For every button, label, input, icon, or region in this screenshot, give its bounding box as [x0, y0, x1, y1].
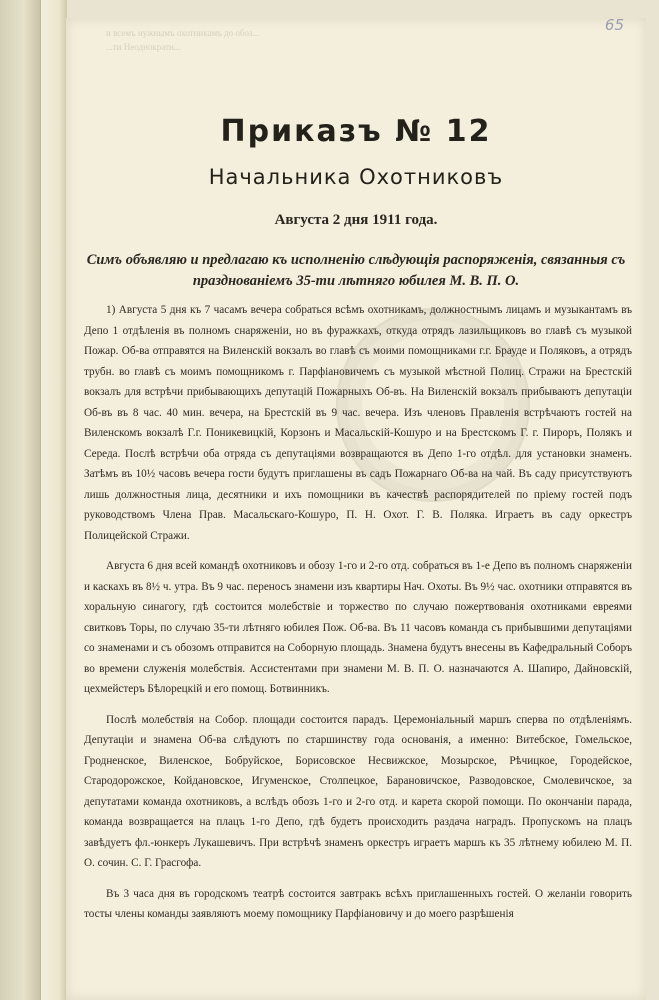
bleed-through-text [106, 26, 626, 54]
order-preamble: Симъ объявляю и предлагаю къ исполненію слѣдующія распоряженія, связанныя съ празднованіемъ 35-ти лѣтняго юбилея М. В. П. О. [86, 252, 626, 289]
binding-strip [0, 0, 40, 1000]
bleed-line: ...ти Неоднократн... [106, 42, 181, 52]
paragraph: Послѣ молебствія на Собор. площади состоится парадъ. Церемоніальный маршъ сперва по отдѣленіямъ. Депутаціи и знамена Об-ва слѣдуютъ по старшинству года основанія, а именно: Витебское, Гомельское, Гродненское, Виленское, Бобруйское, Борисовское Несвижское, Мозырское, Рѣчицкое, Городейское, Стародорожское, Койдановское, Игуменское, Столпецкое, Барановичское, Разводовское, Смолевичское, за депутатами команда охотниковъ, а вслѣдъ обозъ 1-го и 2-го отд. и карета скорой помощи. По окончаніи парада, команда возвращается на плацъ 1-го Депо, гдѣ будетъ происходить раздача наградъ. Пропускомъ на плацъ завѣдуетъ фл.-юнкеръ Лукашевичъ. При встрѣчѣ знаменъ оркестръ играетъ маршъ къ 35 лѣтнему юбилею М. П. О. сочин. С. Г. Грасгофа. [84, 713, 632, 869]
page-spine [40, 0, 67, 1000]
document-page [66, 18, 646, 1000]
order-subtitle: Начальника Охотниковъ [208, 165, 504, 189]
paragraph: Въ 3 часа дня въ городскомъ театрѣ состоится завтракъ всѣхъ приглашенныхъ гостей. О желаніи говорить тосты члены команды заявляютъ моему помощнику Парфіановичу и до моего разрѣшенія [84, 887, 632, 920]
order-body [84, 300, 632, 935]
bleed-line: и всемъ нужнымъ охотникамъ до обоз... [106, 28, 260, 38]
order-date: Августа 2 дня 1911 года. [274, 212, 438, 228]
paragraph: 1) Августа 5 дня къ 7 часамъ вечера собраться всѣмъ охотникамъ, должностнымъ лицамъ и музыкантамъ въ Депо 1 отдѣленія въ полномъ снаряженіи, но въ фуражкахъ, откуда отрядъ лазильщиковъ во главѣ съ музыкой Пожар. Об-ва отправятся на Виленскій вокзалъ во главѣ съ моими помощниками г.г. Брауде и Поляковъ, а отрядъ трубн. во главѣ съ моимъ помощникомъ г. Парфіановичемъ съ музыкой мѣстной Полиц. Стражи на Брестскій вокзалъ для встрѣчи прибывающихъ депутацій Пожарныхъ Об-въ. На Виленскій вокзалъ прибываютъ депутаціи Об-въ въ 8 час. 40 мин. вечера, на Брестскій въ 9 час. вечера. Изъ членовъ Правленія встрѣчаютъ гостей на Виленскомъ вокзалѣ Г.г. Поникевицкій, Корзонъ и Масальскій-Кошуро и на Брестскомъ Г. г. Пироръ, Полякъ и Середа. Послѣ встрѣчи оба отряда съ депутаціями возвращаются въ Депо 1-го отдѣл. для установки знаменъ. Затѣмъ въ 10½ часовъ вечера гости будутъ приглашены въ садъ Пожарнаго Об-ва на чай. Въ саду присутствуютъ лишь должностныя лица, десятники и ихъ помощники въ качествѣ распорядителей по пріему гостей подъ руководствомъ Члена Прав. Масальскаго-Кошуро, П. Н. Охот. Г. В. Поляка. Играетъ въ саду оркестръ Полицейской Стражи. [84, 304, 632, 542]
order-title: Приказъ № 12 [220, 114, 492, 149]
page-number: 65 [604, 16, 624, 34]
paragraph: Августа 6 дня всей командѣ охотниковъ и обозу 1-го и 2-го отд. собраться въ 1-е Депо въ полномъ снаряженіи и каскахъ въ 8½ ч. утра. Въ 9 час. переносъ знамени изъ квартиры Нач. Охоты. Въ 9½ час. охотники отправятся въ хоральную синагогу, гдѣ состоится молебствіе и торжество по случаю пожертвованія охотниками евреями свитковъ Торы, по случаю 35-ти лѣтняго юбилея Пож. Об-ва. Въ 11 часовъ команда съ прибывшими депутаціями со знаменами и съ обозомъ отправится на Соборную площадь. Знамена будутъ внесены въ Кафедральный Соборъ во времени служенія молебствія. Ассистентами при знамени М. В. П. О. назначаются А. Шапиро, Дайновскій, цехмейстеръ Бѣлорецкій и его помощ. Ботвинникъ. [84, 560, 632, 695]
